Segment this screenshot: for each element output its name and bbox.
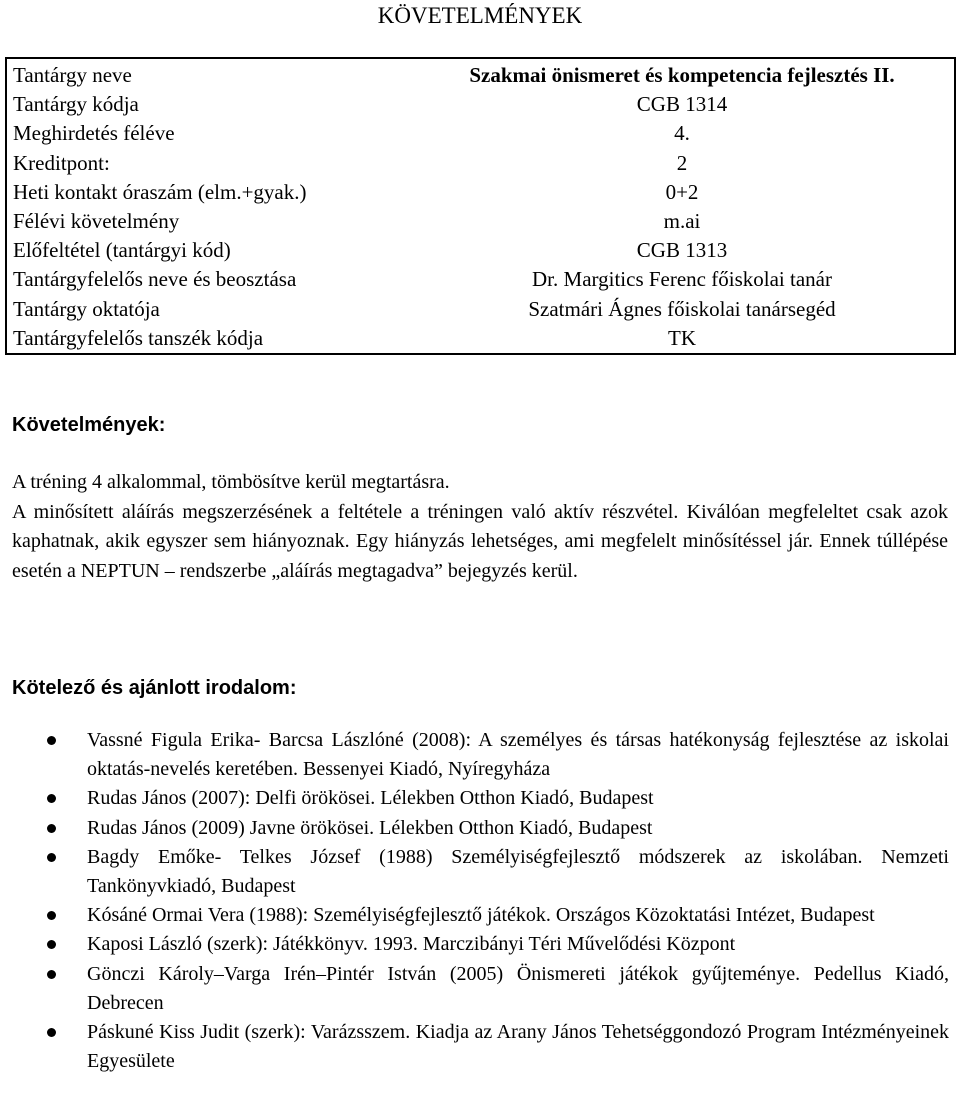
course-name-value: Szakmai önismeret és kompetencia fejlesztés II.: [469, 63, 895, 87]
course-info-table: [5, 57, 956, 355]
prerequisite-value: CGB 1313: [636, 238, 728, 263]
info-row-contact-hours: [7, 178, 954, 207]
literature-item-text: Gönczi Károly–Varga Irén–Pintér István (2005) Önismereti játékok gyűjteménye. Pedellus Kiadó, Debrecen: [87, 962, 949, 1014]
info-row-course-name: [7, 61, 954, 90]
bullet-icon: [47, 736, 56, 745]
literature-item: [0, 784, 949, 813]
info-row-responsible: [7, 265, 954, 294]
literature-item-text: Kaposi László (szerk): Játékkönyv. 1993. Marczibányi Téri Művelődési Központ: [87, 933, 736, 956]
info-row-prerequisite: [7, 236, 954, 265]
info-row-requirement: [7, 207, 954, 236]
bullet-icon: [47, 970, 56, 979]
department-value: TK: [668, 325, 696, 350]
requirements-heading: Követelmények:: [12, 414, 166, 436]
contact-hours-value: 0+2: [665, 179, 699, 204]
requirements-intro: A tréning 4 alkalommal, tömbösítve kerül megtartásra.: [12, 471, 450, 493]
literature-item-text: Rudas János (2007): Delfi örökösei. Lélekben Otthon Kiadó, Budapest: [87, 787, 654, 810]
info-label: Tantárgy kódja: [13, 92, 139, 117]
literature-item: [0, 930, 949, 959]
bullet-icon: [47, 911, 56, 920]
info-label: Tantárgy oktatója: [13, 296, 160, 321]
bullet-icon: [47, 824, 56, 833]
bullet-icon: [47, 853, 56, 862]
info-label: Félévi követelmény: [13, 208, 180, 233]
info-label: Tantárgyfelelős neve és beosztása: [13, 267, 297, 292]
requirements-body: A minősített aláírás megszerzésének a feltétele a tréningen való aktív részvétel. Kiválóan megfeleltet csak azok kaphatnak, akik egyszer sem hiányoznak. Egy hiányzás lehetséges, ami megfelelt minősítéssel jár. Ennek túllépése esetén a NEPTUN – rendszerbe „aláírás megtagadva” bejegyzés kerül.: [12, 501, 948, 582]
info-row-semester: [7, 119, 954, 148]
info-row-department: [7, 324, 954, 353]
literature-item: [0, 726, 949, 784]
info-row-instructor: [7, 295, 954, 324]
literature-item-text: Bagdy Emőke- Telkes József (1988) Személyiségfejlesztő módszerek az iskolában. Nemzeti Tankönyvkiadó, Budapest: [87, 845, 949, 898]
literature-item: [0, 901, 949, 930]
info-row-credits: [7, 149, 954, 178]
info-label: Heti kontakt óraszám (elm.+gyak.): [13, 179, 307, 204]
literature-item-text: Rudas János (2009) Javne örökösei. Lélekben Otthon Kiadó, Budapest: [87, 816, 653, 839]
literature-item-text: Kósáné Ormai Vera (1988): Személyiségfejlesztő játékok. Országos Közoktatási Intézet, Budapest: [87, 904, 875, 927]
responsible-value: Dr. Margitics Ferenc főiskolai tanár: [532, 267, 832, 292]
requirement-value: m.ai: [663, 208, 701, 233]
bullet-icon: [47, 1028, 56, 1037]
literature-item: [0, 843, 949, 901]
credits-value: 2: [676, 150, 688, 175]
instructor-value: Szatmári Ágnes főiskolai tanársegéd: [528, 296, 836, 321]
page-title: KÖVETELMÉNYEK: [377, 3, 583, 28]
info-label: Meghirdetés féléve: [13, 121, 175, 146]
literature-item: [0, 1018, 949, 1076]
bullet-icon: [47, 794, 56, 803]
bullet-icon: [47, 940, 56, 949]
info-label: Tantárgyfelelős tanszék kódja: [13, 325, 264, 350]
literature-item-text: Páskuné Kiss Judit (szerk): Varázsszem. Kiadja az Arany János Tehetséggondozó Program Intézményeinek Egyesülete: [87, 1021, 949, 1073]
semester-value: 4.: [674, 121, 690, 146]
literature-item: [0, 960, 949, 1018]
literature-list: [0, 726, 960, 1076]
info-label: Kreditpont:: [13, 150, 110, 175]
literature-heading: Kötelező és ajánlott irodalom:: [12, 677, 297, 699]
course-code-value: CGB 1314: [636, 92, 728, 117]
literature-item-text: Vassné Figula Erika- Barcsa Lászlóné (2008): A személyes és társas hatékonyság fejlesztése az iskolai oktatás-nevelés keretében. Bessenyei Kiadó, Nyíregyháza: [87, 729, 949, 781]
info-label: Előfeltétel (tantárgyi kód): [13, 238, 231, 263]
literature-item: [0, 814, 949, 843]
info-row-course-code: [7, 90, 954, 119]
info-label: Tantárgy neve: [13, 63, 132, 87]
